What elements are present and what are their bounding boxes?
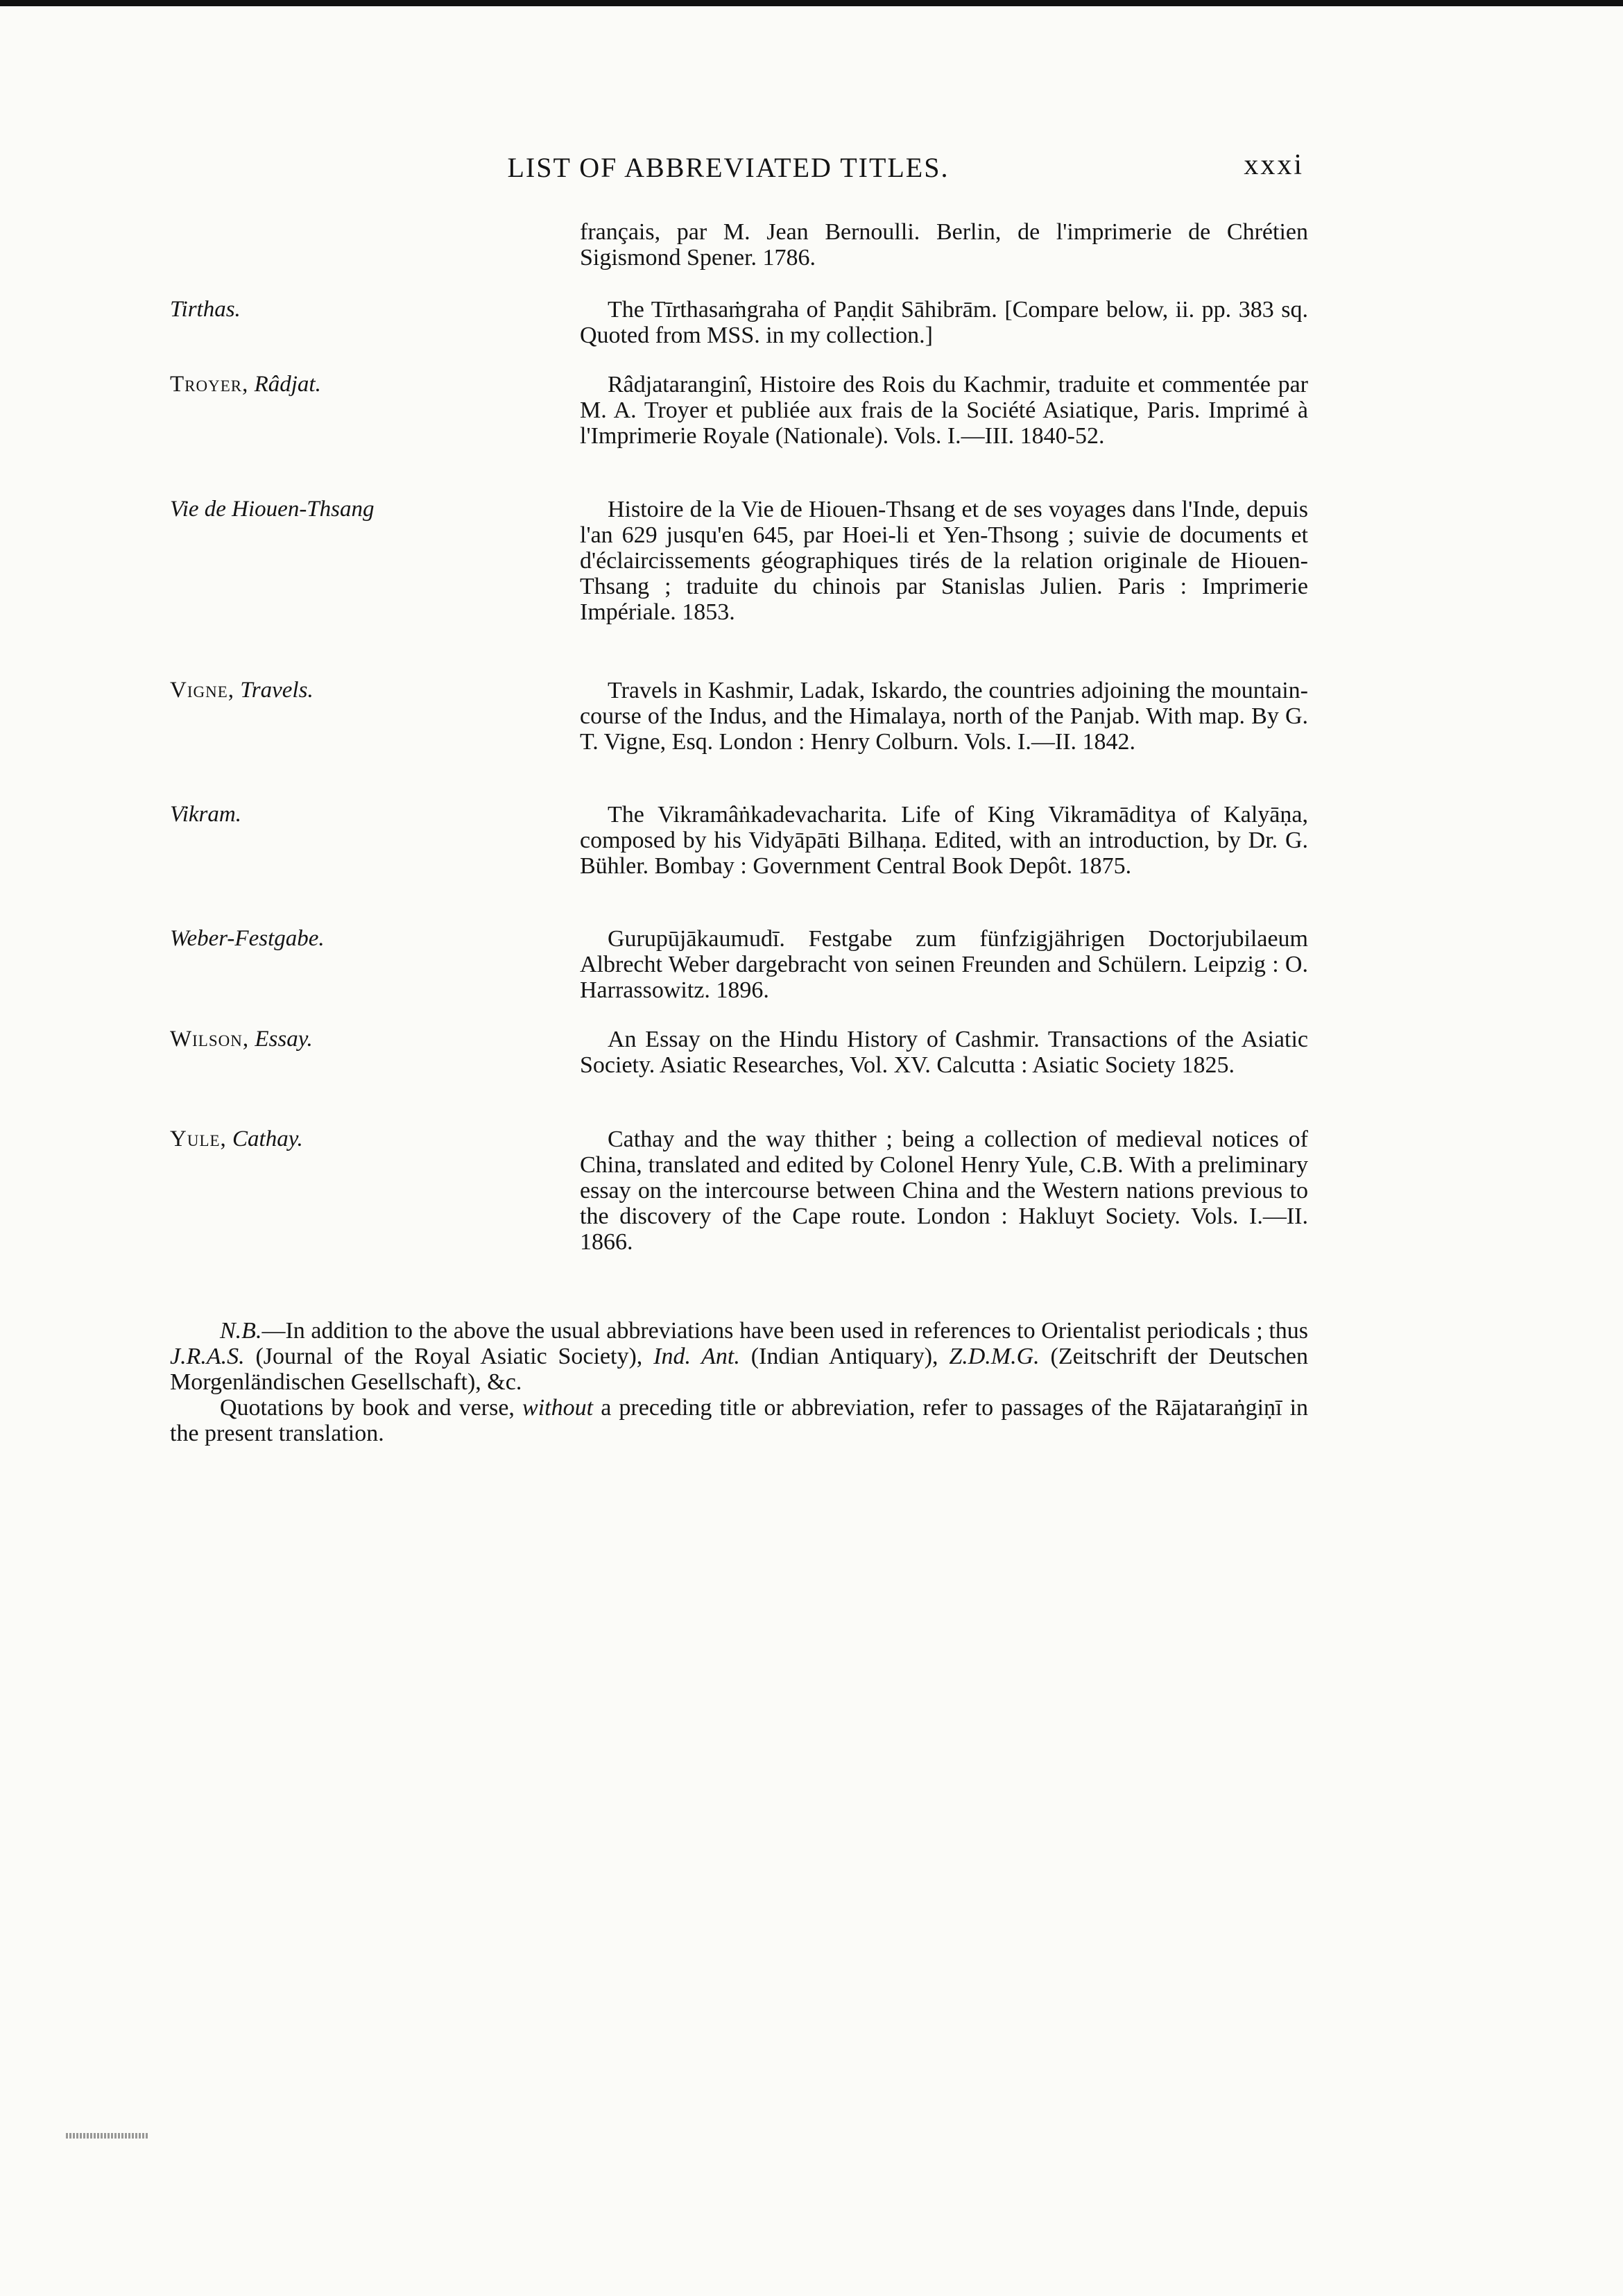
- entry-short-title: Travels.: [240, 678, 314, 703]
- entry-author: Wilson,: [170, 1027, 250, 1052]
- entry-author: Vigne,: [170, 678, 235, 703]
- nb-text: —In addition to the above the usual abbreviations have been used in references to Orientalist periodicals ; thus: [261, 1318, 1308, 1344]
- scan-smudge: [66, 2133, 149, 2139]
- entry-abbreviation: Vie de Hiouen-Thsang: [170, 497, 375, 522]
- entry-short-title: Cathay.: [232, 1126, 303, 1151]
- emphasis-without: without: [522, 1395, 594, 1421]
- nb-text: (Journal of the Royal Asiatic Society),: [255, 1344, 643, 1369]
- entry-description: Cathay and the way thither ; being a collection of medieval notices of China, translated and edited by Colonel Henry Yule, C.B. With a preliminary essay on the intercourse between China and the Western nations previous to the discovery of the Cape route. London : Hakluyt Society. Vols. I.—II. 1866.: [580, 1126, 1308, 1255]
- entry-description: The Tīrthasaṁgraha of Paṇḍit Sāhibrām. [Compare below, ii. pp. 383 sq. Quoted from MSS. in my collection.]: [580, 297, 1308, 348]
- nb-text: (Zeitschrift der Deutschen Morgenländischen Gesellschaft), &c.: [170, 1344, 1309, 1395]
- entry-short-title: Râdjat.: [254, 372, 321, 397]
- page-number: xxxi: [1244, 149, 1304, 181]
- entry-abbreviation: [170, 372, 558, 397]
- entry-abbreviation: Tirthas.: [170, 297, 241, 322]
- entry-description: Râdjataranginî, Histoire des Rois du Kachmir, traduite et commentée par M. A. Troyer et publiée aux frais de la Société Asiatique, Paris. Imprimé à l'Imprimerie Royale (Nationale). Vols. I.—III. 1840-52.: [580, 372, 1308, 449]
- entry-abbreviation: Weber-Festgabe.: [170, 926, 325, 951]
- page-top-border: [0, 0, 1623, 6]
- entry-description: The Vikramâṅkadevacharita. Life of King Vikramāditya of Kalyāṇa, composed by his Vidyāpāti Bilhaṇa. Edited, with an introduction, by Dr. G. Bühler. Bombay : Government Central Book Depôt. 1875.: [580, 802, 1308, 879]
- entry-abbreviation: [170, 1027, 558, 1052]
- abbr-zdmg: Z.D.M.G.: [949, 1344, 1040, 1369]
- entry-description: Histoire de la Vie de Hiouen-Thsang et de ses voyages dans l'Inde, depuis l'an 629 jusqu'en 645, par Hoei-li et Yen-Thsong ; suivie de documents et d'éclaircissements géographiques tirés de la relation originale de Hiouen-Thsang ; traduite du chinois par Stanislas Julien. Paris : Imprimerie Impériale. 1853.: [580, 497, 1308, 625]
- entry-abbreviation: [170, 678, 558, 703]
- continued-entry-text: français, par M. Jean Bernoulli. Berlin, de l'imprimerie de Chrétien Sigismond Spener. 1786.: [580, 219, 1308, 271]
- entry-description: Gurupūjākaumudī. Festgabe zum fünfzigjährigen Doctorjubilaeum Albrecht Weber dargebracht von seinen Freunden and Schülern. Leipzig : O. Harrassowitz. 1896.: [580, 926, 1308, 1003]
- abbr-ind-ant: Ind. Ant.: [653, 1344, 740, 1369]
- nb-paragraph: [170, 1318, 1308, 1395]
- nb-label: N.B.: [220, 1318, 262, 1344]
- notes-section: [170, 1318, 1308, 1446]
- entry-abbreviation: [170, 1126, 558, 1152]
- entry-author: Troyer,: [170, 372, 249, 397]
- quotations-paragraph: [170, 1395, 1308, 1446]
- entry-short-title: Essay.: [255, 1027, 313, 1052]
- nb-text: (Indian Antiquary),: [750, 1344, 938, 1369]
- quot-text: a preceding title or abbreviation, refer to passages of the Rājataraṅgiṇī in the present translation.: [170, 1395, 1309, 1446]
- abbr-jras: J.R.A.S.: [170, 1344, 245, 1369]
- running-head: LIST OF ABBREVIATED TITLES.: [507, 152, 950, 183]
- quot-text: Quotations by book and verse,: [220, 1395, 515, 1421]
- entry-abbreviation: Vikram.: [170, 802, 241, 827]
- entry-description: An Essay on the Hindu History of Cashmir. Transactions of the Asiatic Society. Asiatic Researches, Vol. XV. Calcutta : Asiatic Society 1825.: [580, 1027, 1308, 1078]
- entry-author: Yule,: [170, 1126, 227, 1151]
- entry-description: Travels in Kashmir, Ladak, Iskardo, the countries adjoining the mountain-course of the Indus, and the Himalaya, north of the Panjab. With map. By G. T. Vigne, Esq. London : Henry Colburn. Vols. I.—II. 1842.: [580, 678, 1308, 755]
